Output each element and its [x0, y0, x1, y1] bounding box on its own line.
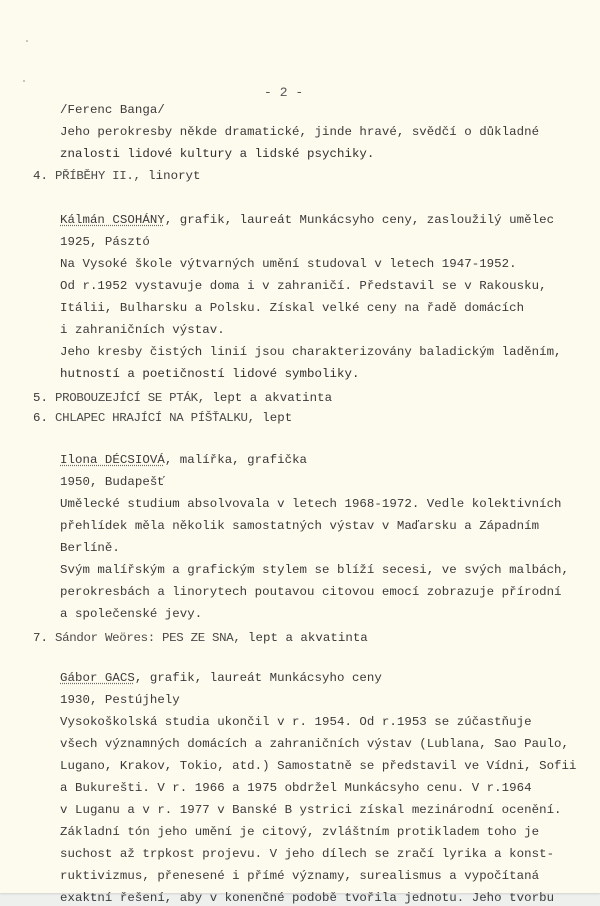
item-title: PŘÍBĚHY II.,: [55, 169, 141, 183]
artist-heading: [60, 212, 554, 228]
bio-line: Lugano, Krakov, Tokio, atd.) Samostatně se představil ve Vídni, Sofii: [60, 759, 577, 773]
bio-line: přehlídek měla několik samostatných výstav v Maďarsku a Západním: [60, 519, 540, 533]
bio-line: Od r.1952 vystavuje doma i v zahraničí. Představil se v Rakousku,: [60, 279, 547, 293]
bio-line: a Bukurešti. V r. 1966 a 1975 obdržel Munkácsyho cenu. V r.1964: [60, 781, 532, 795]
artist-name: Gábor GACS: [60, 671, 135, 685]
artist-role: , malířka, grafička: [164, 453, 308, 467]
item-number: 4.: [33, 169, 48, 183]
artist-name: Ilona DÉCSIOVÁ: [60, 453, 165, 467]
paper-speck: [26, 40, 28, 42]
artist-birth: 1930, Pestújhely: [60, 693, 180, 707]
artist-role: , grafik, laureát Munkácsyho ceny, zasloužilý umělec: [164, 213, 555, 227]
artist-birth: 1925, Pásztó: [60, 235, 150, 249]
bio-line: i zahraničních výstav.: [60, 323, 225, 337]
bio-line: hutností a poetičností lidové symboliky.: [60, 367, 360, 381]
bio-line: Umělecké studium absolvovala v letech 1968-1972. Vedle kolektivních: [60, 497, 562, 511]
catalog-item-6: [33, 410, 292, 426]
artist-birth: 1950, Budapešť: [60, 475, 165, 489]
bio-line: v Luganu a v r. 1977 v Banské B ystrici získal mezinárodní ocenění.: [60, 803, 562, 817]
item-number: 5.: [33, 391, 48, 405]
intro-attribution: /Ferenc Banga/: [60, 103, 165, 117]
bio-line: suchost až trpkost projevu. V jeho dílech se zračí lyrika a konst-: [60, 847, 555, 861]
bio-line: Základní tón jeho umění je citový, zvláštním protikladem toho je: [60, 825, 540, 839]
item-title: Sándor Weöres: PES ZE SNA,: [55, 631, 241, 645]
bio-line: všech významných domácích a zahraničních výstav (Lublana, Sao Paulo,: [60, 737, 570, 751]
item-technique: lept a akvatinta: [204, 391, 333, 405]
bio-line: Itálii, Bulharsku a Polsku. Získal velké ceny na řadě domácích: [60, 301, 525, 315]
artist-heading: [60, 452, 307, 468]
bio-line: ruktivizmus, přenesené i přímé významy, surealismus a vypočítaná: [60, 869, 540, 883]
artist-heading: [60, 670, 382, 686]
item-technique: linoryt: [140, 169, 201, 183]
artist-name: Kálmán CSOHÁNY: [60, 213, 165, 227]
page-number: - 2 -: [264, 85, 304, 100]
catalog-item-4: [33, 168, 201, 184]
item-number: 7.: [33, 631, 48, 645]
item-technique: lept a akvatinta: [240, 631, 368, 645]
bio-line: exaktní řešení, aby v konenčné podobě tvořila jednotu. Jeho tvorbu: [60, 891, 555, 905]
catalog-item-5: [33, 390, 332, 406]
item-title: PROBOUZEJÍCÍ SE PTÁK,: [55, 391, 205, 405]
item-title: CHLAPEC HRAJÍCÍ NA PÍŠŤALKU,: [55, 411, 255, 425]
item-technique: lept: [254, 411, 293, 425]
bio-line: Na Vysoké škole výtvarných umění studoval v letech 1947-1952.: [60, 257, 517, 271]
paper-speck: [23, 80, 25, 82]
item-number: 6.: [33, 411, 48, 425]
intro-line: znalosti lidové kultury a lidské psychiky.: [60, 147, 375, 161]
bio-line: a společenské jevy.: [60, 607, 203, 621]
bio-line: perokresbách a linorytech poutavou citovou emocí zobrazuje přírodní: [60, 585, 562, 599]
artist-role: , grafik, laureát Munkácsyho ceny: [134, 671, 382, 685]
intro-line: Jeho perokresby někde dramatické, jinde hravé, svědčí o důkladné: [60, 125, 540, 139]
bio-line: Vysokoškolská studia ukončil v r. 1954. Od r.1953 se zúčastňuje: [60, 715, 532, 729]
bio-line: Jeho kresby čistých linií jsou charakterizovány baladickým laděním,: [60, 345, 562, 359]
catalog-item-7: [33, 630, 368, 646]
bio-line: Svým malířským a grafickým stylem se blíží secesi, ve svých malbách,: [60, 563, 570, 577]
bio-line: Berlíně.: [60, 541, 120, 555]
